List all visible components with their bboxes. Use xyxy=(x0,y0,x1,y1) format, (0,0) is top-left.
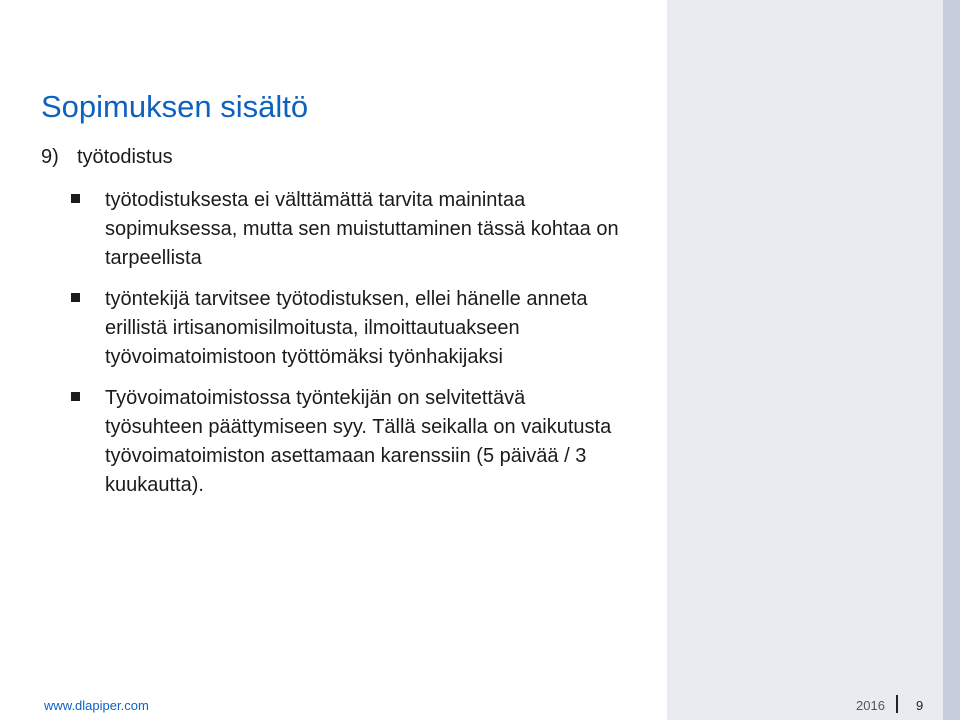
footer-divider xyxy=(896,695,898,713)
list-item xyxy=(68,285,628,372)
bullet-text: työntekijä tarvitsee työtodistuksen, ellei hänelle anneta erillistä irtisanomisilmoitusta, ilmoittautuakseen työvoimatoimistoon työttömäksi työnhakijaksi xyxy=(105,288,588,368)
bullet-text: työtodistuksesta ei välttämättä tarvita mainintaa sopimuksessa, mutta sen muistuttaminen tässä kohtaa on tarpeellista xyxy=(105,189,619,269)
square-bullet-icon xyxy=(71,392,80,401)
footer-year: 2016 xyxy=(856,698,885,713)
side-strip xyxy=(943,0,960,720)
side-panel xyxy=(667,0,960,720)
list-item xyxy=(68,384,628,500)
subheading-number: 9) xyxy=(41,146,59,168)
subheading-text: työtodistus xyxy=(77,146,173,168)
page-number: 9 xyxy=(916,698,924,713)
list-item xyxy=(68,186,628,273)
bullet-list xyxy=(68,186,628,512)
bullet-text: Työvoimatoimistossa työntekijän on selvitettävä työsuhteen päättymiseen syy. Tällä seikalla on vaikutusta työvoimatoimiston asettamaan karenssiin (5 päivää / 3 kuukautta). xyxy=(105,387,612,496)
footer-url-link[interactable]: www.dlapiper.com xyxy=(44,698,149,713)
square-bullet-icon xyxy=(71,194,80,203)
slide-title: Sopimuksen sisältö xyxy=(41,89,309,124)
subheading xyxy=(41,146,173,169)
square-bullet-icon xyxy=(71,293,80,302)
